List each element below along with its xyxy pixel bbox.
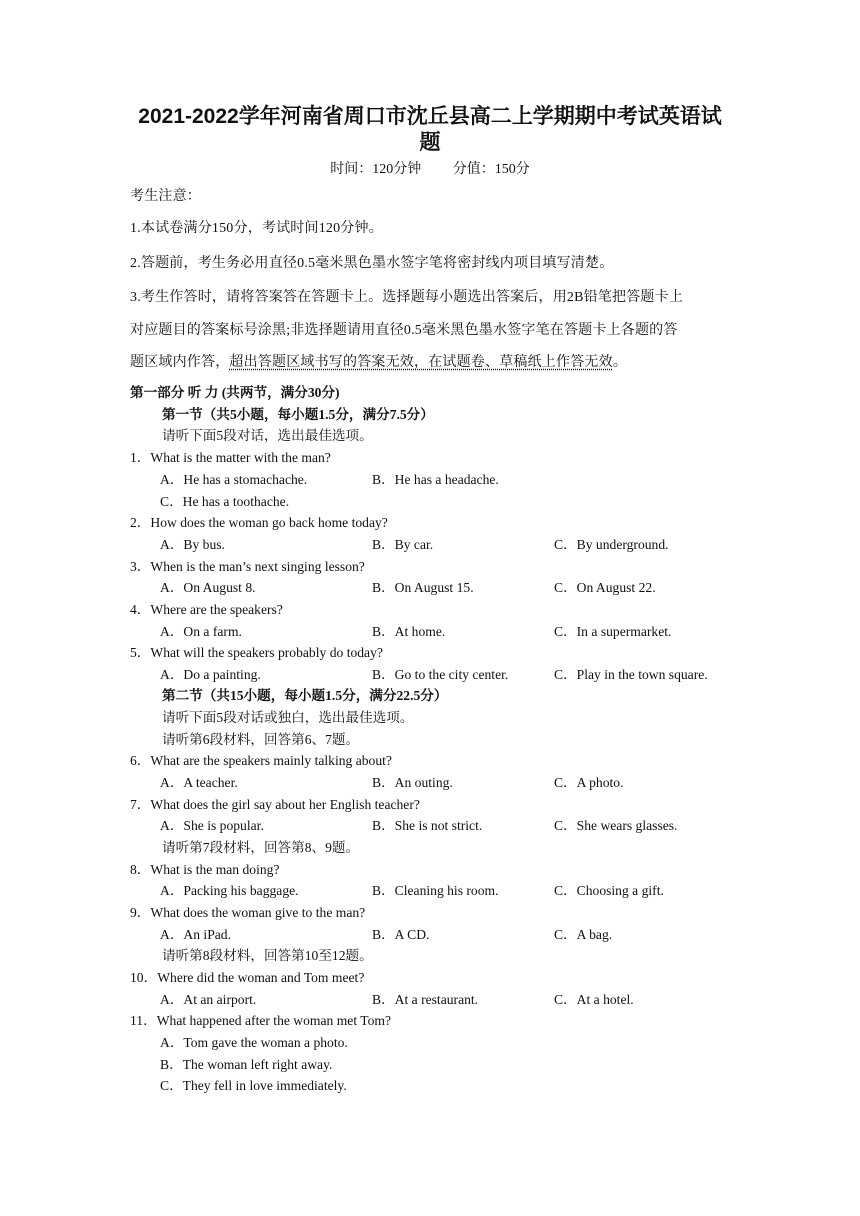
q2-option-a: A．By bus.	[160, 537, 225, 552]
section1-instructions: 请听下面5段对话，选出最佳选项。	[162, 428, 373, 443]
q10-option-a: A．At an airport.	[160, 992, 257, 1007]
question-number: 5．	[130, 645, 151, 660]
material-8-note: 请听第8段材料，回答第10至12题。	[162, 948, 373, 963]
q7-option-b: B．She is not strict.	[372, 818, 483, 833]
question-2	[130, 514, 388, 532]
q5-option-b: B．Go to the city center.	[372, 667, 509, 682]
notice-item-3: 3.考生作答时，请将答案答在答题卡上。选择题每小题选出答案后，用2B铅笔把答题卡上	[130, 290, 684, 305]
q9-option-c: C．A bag.	[554, 927, 613, 942]
question-number: 11．	[130, 1013, 157, 1028]
question-6	[130, 752, 392, 770]
question-text: Where did the woman and Tom meet?	[157, 970, 365, 985]
q8-option-c: C．Choosing a gift.	[554, 883, 664, 898]
q9-option-b: B．A CD.	[372, 927, 430, 942]
question-1	[130, 449, 331, 467]
exam-title-line2: 题	[419, 131, 441, 154]
question-text: When is the man’s next singing lesson?	[150, 559, 365, 574]
question-8	[130, 861, 280, 879]
q6-option-a: A．A teacher.	[160, 775, 238, 790]
notice-text: 题区域内作答，	[130, 355, 230, 370]
notice-item-2: 2.答题前，考生务必用直径0.5毫米黑色墨水签字笔将密封线内项目填写清楚。	[130, 256, 614, 271]
q7-option-a: A．She is popular.	[160, 818, 264, 833]
section1-heading: 第一节（共5小题，每小题1.5分，满分7.5分）	[162, 407, 434, 422]
material-6-note: 请听第6段材料，回答第6、7题。	[162, 732, 360, 747]
q5-option-a: A．Do a painting.	[160, 667, 261, 682]
notice-item-3-cont: 对应题目的答案标号涂黑;非选择题请用直径0.5毫米黑色墨水签字笔在答题卡上各题的答	[130, 323, 678, 338]
notice-header: 考生注意：	[130, 189, 201, 204]
question-text: What happened after the woman met Tom?	[156, 1013, 392, 1028]
question-text: What will the speakers probably do today?	[150, 645, 383, 660]
question-7	[130, 796, 420, 814]
question-11	[130, 1012, 391, 1030]
question-text: What is the man doing?	[150, 862, 280, 877]
question-text: What does the woman give to the man?	[150, 905, 366, 920]
q1-option-b: B．He has a headache.	[372, 472, 499, 487]
part1-heading: 第一部分 听 力 (共两节，满分30分)	[130, 385, 340, 400]
material-7-note: 请听第7段材料，回答第8、9题。	[162, 840, 360, 855]
notice-period: 。	[612, 355, 628, 370]
question-text: Where are the speakers?	[150, 602, 283, 617]
exam-info	[0, 158, 860, 178]
question-number: 7．	[130, 797, 151, 812]
question-number: 1．	[130, 450, 151, 465]
q6-option-b: B．An outing.	[372, 775, 453, 790]
q1-option-a: A．He has a stomachache.	[160, 472, 308, 487]
q6-option-c: C．A photo.	[554, 775, 624, 790]
q11-option-c: C．They fell in love immediately.	[160, 1078, 347, 1093]
q9-option-a: A．An iPad.	[160, 927, 231, 942]
question-number: 6．	[130, 753, 151, 768]
q4-option-b: B．At home.	[372, 624, 446, 639]
section2-instructions: 请听下面5段对话或独白，选出最佳选项。	[162, 710, 414, 725]
q4-option-c: C．In a supermarket.	[554, 624, 672, 639]
question-number: 3．	[130, 559, 151, 574]
q11-option-b: B．The woman left right away.	[160, 1057, 333, 1072]
question-5	[130, 644, 383, 662]
question-3	[130, 558, 365, 576]
question-4	[130, 601, 283, 619]
q1-option-c: C．He has a toothache.	[160, 494, 290, 509]
question-number: 10．	[130, 970, 158, 985]
question-9	[130, 904, 365, 922]
q2-option-b: B．By car.	[372, 537, 434, 552]
question-number: 4．	[130, 602, 151, 617]
q2-option-c: C．By underground.	[554, 537, 669, 552]
q8-option-a: A．Packing his baggage.	[160, 883, 299, 898]
notice-emphasis: 超出答题区域书写的答案无效，在试题卷、草稿纸上作答无效	[229, 355, 613, 370]
question-text: What are the speakers mainly talking about?	[150, 753, 392, 768]
notice-item-3-end	[130, 354, 627, 372]
question-number: 9．	[130, 905, 151, 920]
q4-option-a: A．On a farm.	[160, 624, 242, 639]
q10-option-c: C．At a hotel.	[554, 992, 634, 1007]
question-10	[130, 969, 364, 987]
score-info: 分值：150分	[452, 162, 530, 177]
q3-option-c: C．On August 22.	[554, 580, 656, 595]
question-number: 8．	[130, 862, 151, 877]
exam-title-line1: 2021-2022学年河南省周口市沈丘县高二上学期期中考试英语试	[138, 105, 722, 128]
question-number: 2．	[130, 515, 151, 530]
q11-option-a: A．Tom gave the woman a photo.	[160, 1035, 348, 1050]
notice-item-1: 1.本试卷满分150分，考试时间120分钟。	[130, 221, 383, 236]
section2-heading: 第二节（共15小题，每小题1.5分，满分22.5分）	[162, 688, 448, 703]
q5-option-c: C．Play in the town square.	[554, 667, 708, 682]
q7-option-c: C．She wears glasses.	[554, 818, 678, 833]
q8-option-b: B．Cleaning his room.	[372, 883, 499, 898]
question-text: What is the matter with the man?	[150, 450, 331, 465]
question-text: What does the girl say about her English teacher?	[150, 797, 420, 812]
time-info: 时间：120分钟	[330, 162, 422, 177]
q3-option-a: A．On August 8.	[160, 580, 256, 595]
q10-option-b: B．At a restaurant.	[372, 992, 479, 1007]
question-text: How does the woman go back home today?	[150, 515, 388, 530]
q3-option-b: B．On August 15.	[372, 580, 474, 595]
